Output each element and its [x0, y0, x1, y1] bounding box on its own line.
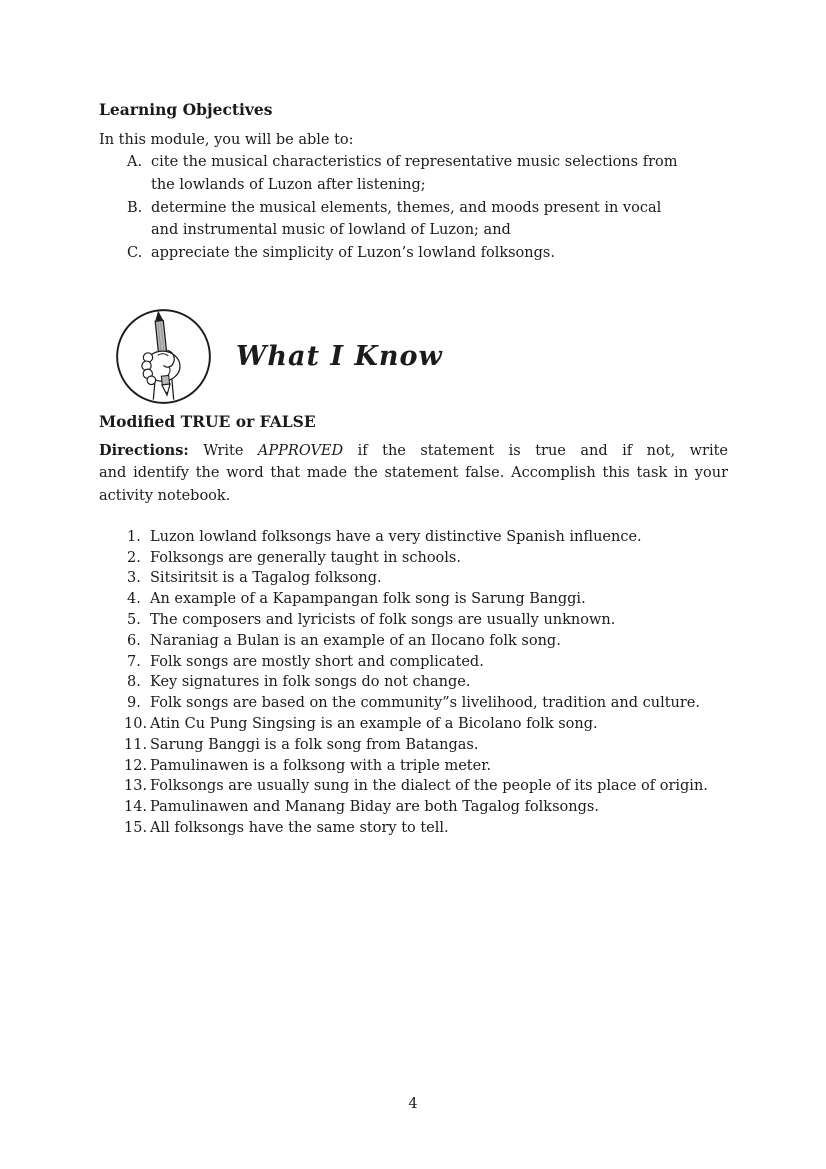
- question-row: [99, 672, 728, 693]
- question-number: 7.: [127, 653, 141, 670]
- question-number: 3.: [127, 570, 141, 587]
- question-text: The composers and lyricists of folk songs are usually unknown.: [150, 612, 616, 629]
- question-row: [99, 589, 728, 610]
- question-number: 9.: [127, 695, 141, 712]
- objectives-list: [99, 151, 728, 265]
- question-row: [99, 548, 728, 569]
- question-row: [99, 776, 728, 797]
- question-text: Folk songs are mostly short and complicated.: [150, 653, 484, 670]
- question-text: Pamulinawen and Manang Biday are both Tagalog folksongs.: [150, 799, 599, 816]
- question-number: 12.: [124, 757, 148, 774]
- question-text: Atin Cu Pung Singsing is an example of a Bicolano folk song.: [150, 716, 598, 733]
- question-row: [99, 631, 728, 652]
- questions-list: [99, 527, 728, 839]
- question-row: [99, 610, 728, 631]
- question-number: 11.: [124, 736, 148, 753]
- hand-holding-pencil-icon: [115, 308, 212, 405]
- question-row: [99, 735, 728, 756]
- question-number: 10.: [124, 716, 148, 733]
- directions-text: activity notebook.: [99, 487, 231, 504]
- question-number: 15.: [124, 820, 148, 837]
- directions-text: Write: [188, 442, 258, 459]
- question-row: [99, 568, 728, 589]
- question-number: 2.: [127, 549, 141, 566]
- what-i-know-banner: [115, 308, 728, 405]
- objective-line: cite the musical characteristics of representative music selections from: [151, 154, 678, 170]
- question-text: Sarung Banggi is a folk song from Batangas.: [150, 736, 479, 753]
- question-number: 13.: [124, 778, 148, 795]
- question-row: [99, 527, 728, 548]
- objective-line: appreciate the simplicity of Luzon’s lowland folksongs.: [151, 245, 555, 262]
- question-text: All folksongs have the same story to tell.: [150, 820, 449, 837]
- objective-item-c: [99, 242, 728, 265]
- directions-label: Directions:: [99, 441, 189, 459]
- question-number: 8.: [127, 674, 141, 691]
- question-row: [99, 797, 728, 818]
- directions-paragraph: [99, 440, 728, 507]
- what-i-know-title: What I Know: [236, 340, 443, 372]
- objective-line: and instrumental music of lowland of Luzon; and: [151, 222, 511, 239]
- question-text: Naraniag a Bulan is an example of an Ilocano folk song.: [150, 632, 561, 649]
- question-row: [99, 714, 728, 735]
- directions-text: and identify the word that made the statement false. Accomplish this task in your: [99, 465, 728, 482]
- question-number: 1.: [127, 528, 141, 545]
- question-number: 5.: [127, 612, 141, 629]
- objective-marker: B.: [127, 199, 143, 216]
- objective-marker: A.: [127, 154, 143, 170]
- page-number: 4: [408, 1096, 418, 1112]
- question-text: An example of a Kapampangan folk song is Sarung Banggi.: [150, 591, 586, 608]
- modified-true-false-heading: Modified TRUE or FALSE: [99, 411, 316, 431]
- objective-item-a: [99, 151, 728, 197]
- directions-text: if the statement is true and if not, write: [343, 442, 728, 459]
- question-number: 6.: [127, 632, 141, 649]
- question-text: Luzon lowland folksongs have a very distinctive Spanish influence.: [150, 528, 642, 545]
- objective-marker: C.: [127, 245, 143, 262]
- question-text: Folksongs are usually sung in the dialect of the people of its place of origin.: [150, 778, 708, 795]
- question-text: Sitsiritsit is a Tagalog folksong.: [150, 570, 382, 587]
- directions-approved-word: APPROVED: [257, 442, 344, 459]
- objective-line: determine the musical elements, themes, and moods present in vocal: [151, 199, 662, 216]
- question-row: [99, 652, 728, 673]
- objective-item-b: [99, 197, 728, 243]
- module-intro-text: In this module, you will be able to:: [99, 132, 354, 148]
- question-row: [99, 818, 728, 839]
- learning-objectives-heading: Learning Objectives: [99, 100, 273, 119]
- question-number: 14.: [124, 799, 148, 816]
- objective-line: the lowlands of Luzon after listening;: [151, 176, 426, 193]
- question-number: 4.: [127, 591, 141, 608]
- question-text: Folksongs are generally taught in schools.: [150, 549, 461, 566]
- question-text: Key signatures in folk songs do not change.: [150, 674, 471, 691]
- question-row: [99, 756, 728, 777]
- question-text: Folk songs are based on the community”s livelihood, tradition and culture.: [150, 695, 701, 712]
- question-text: Pamulinawen is a folksong with a triple meter.: [150, 757, 492, 774]
- question-row: [99, 693, 728, 714]
